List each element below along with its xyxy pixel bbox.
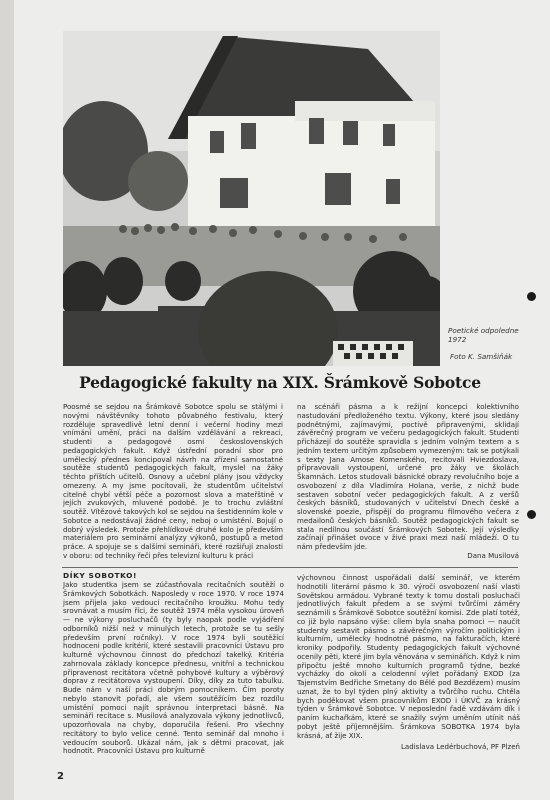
author-signature: Dana Musilová (467, 550, 519, 560)
letter-column-2 (297, 574, 520, 752)
letter-signature: Ladislava Ledérbuchová, PF Plzeň (400, 742, 520, 752)
caption-line-1: Poetické odpoledne (448, 326, 519, 335)
page-number: 2 (57, 771, 64, 782)
letter-paragraph: výchovnou činnost uspořádali další seminář, ve kterém hodnotili literární pásmo k 30. výročí osvobození naší vlasti Sovětskou armádou. Vybrané texty k tomu dostali posluchači jednotlivých fakult předem a se svými tvůrčími záměry seznámili s Šrámkově Sobotce soutěžní komisi. Zde platí totéž, co již bylo napsáno výše: cílem byla snaha pomoci — naučit studenty sestavit pásmo s závěrečným výročím politickým i kulturním, umělecky hodnotné pásmo, na fakturačích, které kroniky podpořily. Studenty pedagogických fakult výchovné ocenily pěti, které jim byla věnována v seminářích. Když k nim připočtu ještě mnoho kulturních programů týdne, bezké vycházky do okolí a celodenní výlet pořádaný EXOD (za Tajemstvím Bedřiche Smetany do Bělé pod Bezdězem) musím uznat, že to byl týden plný aktivity a tvůrčího ruchu. Chtěla bych poděkovat všem pracovníkům EXOD i ÚKVČ za krásný týden v Šrámkově Sobotce. V neposlední řadě vzdávám dík i paním kuchařkám, které se snažily svým uměním utínit náš pobyt ještě příjemnějším. Šrámkova SOBOTKA 1974 byla krásná, ať žije XIX. (297, 573, 520, 740)
page-edge (0, 0, 14, 800)
article-paragraph: Poosmé se sejdou na Šrámkově Sobotce spolu se stálými i novými návštěvníky tohoto půvabného festivalu, který rozděluje spravedlivě letní denní i večerní hodiny mezi vnímání umění, práci na dalším vzdělávání a rekreaci, studenti a pedagogové osmi československých pedagogických fakult. Když ústřední poradní sbor pro umělecký přednes koncipoval návrh na zřízení samostatné soutěže studentů pedagogických fakult, myslel na žáky těchto příštích učitelů. Osnovy a učební plány jsou vždycky omezeny. A my jsme pocítovali, že studentům učitelství citelně chybí větší péče a pozornost slova a mateřštině v jejích zvukových, mluvené podobě. Je to trochu zvláštní soutěž. Vítězové takových kol se sejdou na šestidenním kole v Sobotce a nedostávají žádné ceny, neboj o umístění. Bojují o dobrý výsledek. Protože přehlídkové druhé kolo je především materiálem pro seminární analýzy výkonů, postupů a metod práce. A spojuje se s dalšími semináři, které rozšiřují znalosti v oboru: od techniky řeči přes televizní kulturu k práci (63, 402, 283, 560)
section-heading: DÍKY SOBOTKO! (63, 571, 137, 580)
article-column-2 (297, 403, 519, 561)
article-title: Pedagogické fakulty na XIX. Šrámkově Sobotce (79, 373, 481, 392)
section-divider (62, 567, 518, 568)
punch-hole-bottom (527, 510, 536, 519)
photo-credit: Foto K. Samšiňák (450, 352, 513, 361)
article-column-1 (63, 403, 283, 561)
photo-caption (448, 326, 538, 361)
caption-line-2: 1972 (448, 334, 467, 344)
event-photo (63, 31, 440, 366)
letter-column-1 (63, 581, 284, 756)
punch-hole-top (527, 292, 536, 301)
article-paragraph: na scénáři pásma a k režijní koncepci kolektivního nastudování předloženého textu. Výkony, které jsou sledány podnětnými, zajímavými, poctivě připravenými, sklidají závěrečný program ve večeru pedagogických fakult. Studenti přicházejí do soutěže spravidla s jedním volným textem a s jedním textem určitým způsobem vymezeným: tak se potýkali s texty Jana Amose Komenského, recitovali Hviezdoslava, připravovali vystoupení, určené pro žáky ve školách Škamnách. Letos studovali básnické obrazy revolučního boje a osvobození z díla Vladimíra Holana, verše, z nichž bude sestaven sobotní večer pedagogických fakult. A z veršů českých básníků, studovaných v učitelství Dnech české a slovenské poezie, přispějí do programu filmového večera z medailonů českých básníků. Soutěž pedagogických fakult se stala nedílnou součástí Šrámkových Sobotek. Její výsledky začínají přinášet ovoce v živé praxi mezi naší mládeží. O tu nám především jde. (297, 402, 519, 551)
letter-paragraph: Jako studentka jsem se zúčastňovala recitačních soutěží o Šrámkových Sobotkách. Naposledy v roce 1970. V roce 1974 jsem přijela jako vedoucí recitačního kroužku. Mohu tedy srovnávat a musím říci, že soutěž 1974 měla vysokou úroveň — ne výkony posluchačů (ty byly naopak podle vyjádření odborníků nižší než v minulých letech, protože se tu sešly především první ročníky). V roce 1974 byli soutěžící hodnoceni podle kritérií, které sestavili pracovníci Ústavu pro kulturně výchovnou činnost do předchozí takelký. Kritéria zahrnovala základy koncepce přednesu, vnitřní a technickou připravenost recitátora včetně pohybové kultury a výběrový doprav z recitátorova vystoupení. Díky, díky za tuto tabulku. Bude nám v naší práci dobrým pomocníkem. Čím poroty nebylo stanovit pořadí, ale všem soutěžícím bez rozdílu umístění pomoci najít správnou interpretaci básně. Na semináři recitace s. Musilová analyzovala výkony jednotlivců, upozorňovala na chyby, doporučila řešení. Pro všechny recitátory to bylo velice cenné. Tento seminář dal mnoho i vedoucím souborů. Ukázal nám, jak s dětmi pracovat, jak hodnotit. Pracovníci Ústavu pro kulturně (63, 580, 284, 756)
